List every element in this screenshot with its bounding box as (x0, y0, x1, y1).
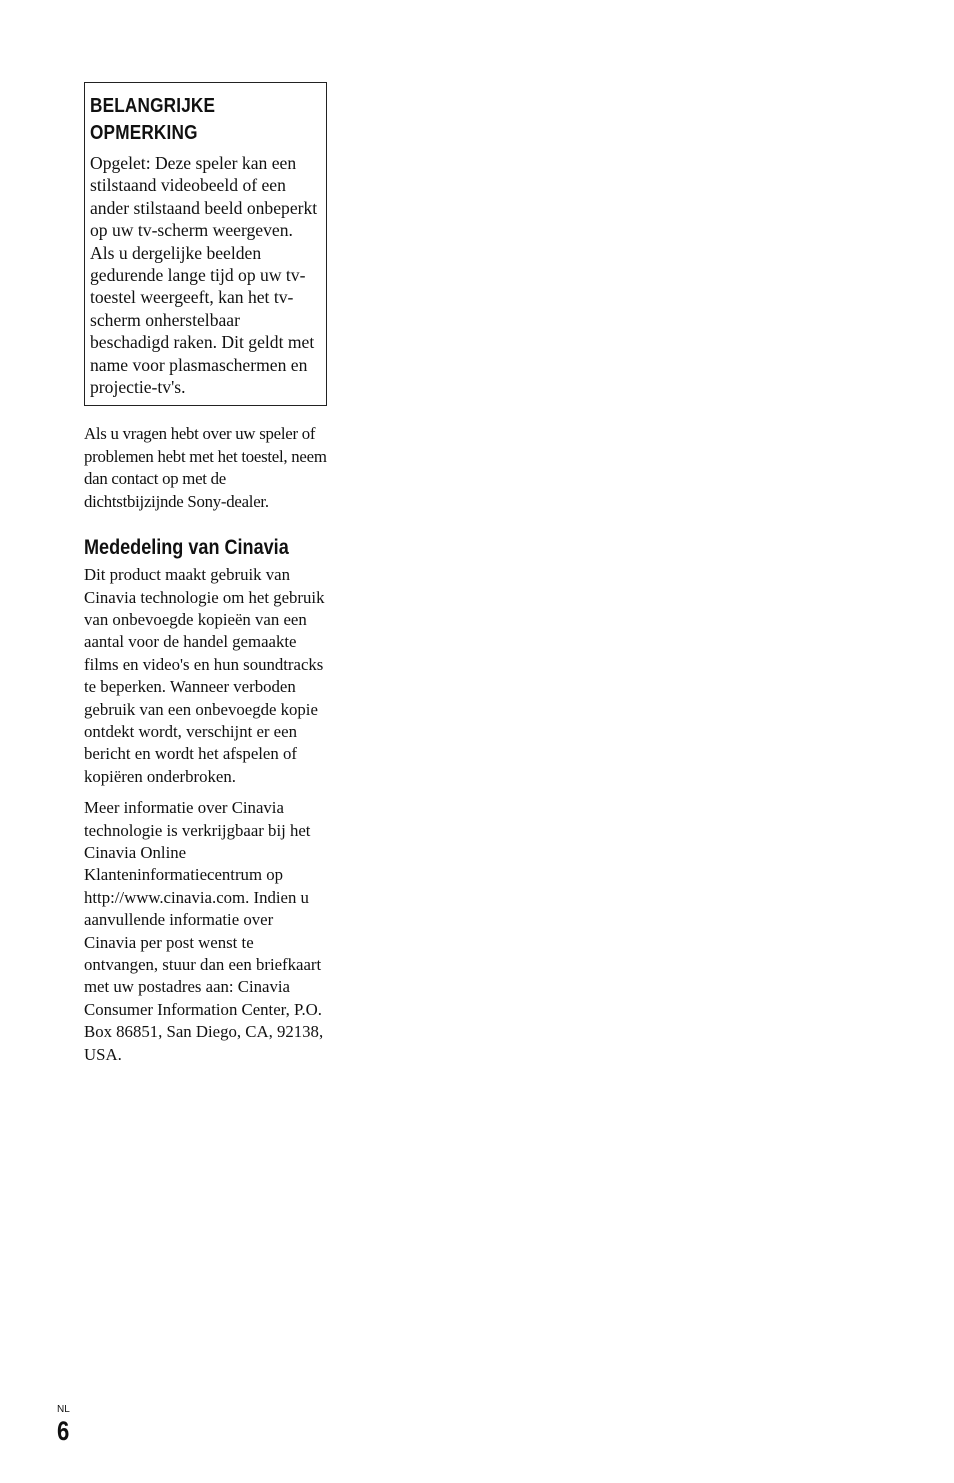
text-column (84, 82, 328, 1066)
questions-paragraph: Als u vragen hebt over uw speler of problemen hebt met het toestel, neem dan contact op met de dichtstbijzijnde Sony-dealer. (84, 424, 327, 511)
language-code: NL (57, 1404, 70, 1415)
important-notice-box (84, 82, 327, 406)
page-folio (57, 1404, 72, 1446)
cinavia-heading: Mededeling van Cinavia (84, 536, 289, 560)
cinavia-paragraph-1: Dit product maakt gebruik van Cinavia technologie om het gebruik van onbevoegde kopieën van een aantal voor de handel gemaakte films en video's en hun soundtracks te beperken. Wanneer verboden gebruik van een onbevoegde kopie ontdekt wordt, verschijnt er een bericht en wordt het afspelen of kopiëren onderbroken. (84, 565, 325, 786)
page-number: 6 (57, 1416, 70, 1446)
cinavia-paragraph-2: Meer informatie over Cinavia technologie is verkrijgbaar bij het Cinavia Online Klanteninformatiecentrum op http://www.cinavia.com. Indien u aanvullende informatie over Cinavia per post wenst te ontvangen, stuur dan een briefkaart met uw postadres aan: Cinavia Consumer Information Center, P.O. Box 86851, San Diego, CA, 92138, USA. (84, 798, 324, 1064)
notice-body: Opgelet: Deze speler kan een stilstaand videobeeld of een ander stilstaand beeld onbeperkt op uw tv-scherm weergeven. Als u dergelijke beelden gedurende lange tijd op uw tv-toestel weergeeft, kan het tv-scherm onherstelbaar beschadigd raken. Dit geldt met name voor plasmaschermen en projectie-tv's. (90, 153, 318, 398)
notice-heading: BELANGRIJKE OPMERKING (90, 95, 216, 144)
